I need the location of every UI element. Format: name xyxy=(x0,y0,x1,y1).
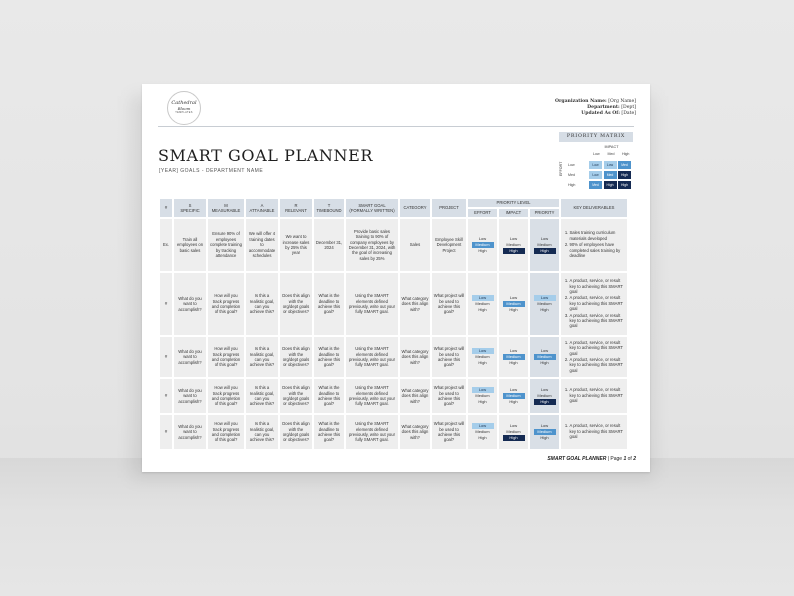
impact-col-label: Low xyxy=(593,152,600,156)
updated-value: [Date] xyxy=(621,111,636,116)
effort-row-label: Med xyxy=(568,173,575,177)
cell-priority xyxy=(530,219,559,271)
cell-specific: Train all employees on basic sales xyxy=(174,219,206,271)
level-option-medium: Medium xyxy=(534,429,556,435)
level-option-high: High xyxy=(478,359,487,365)
cell-attainable: We will offer 4 training dates to accommodate schedules xyxy=(246,219,278,271)
cell-impact xyxy=(499,379,528,413)
cell-priority xyxy=(530,415,559,449)
cell-relevant: Does this align with the org/dept goals or objectives? xyxy=(280,273,312,335)
cell-relevant: We want to increase sales by 25% this year xyxy=(280,219,312,271)
level-option-high: High xyxy=(540,359,549,365)
cell-project: What project will be used to achieve this goal? xyxy=(432,273,466,335)
cell-category: What category does this align with? xyxy=(400,379,430,413)
header-word: ATTAINABLE xyxy=(249,208,275,213)
cell-timebound: December 31, 2024 xyxy=(314,219,344,271)
header-word: (FORMALLY WRITTEN) xyxy=(349,208,395,213)
cell-key-deliverables xyxy=(561,379,627,413)
header-word: TIMEBOUND xyxy=(316,208,342,213)
footer-title: SMART GOAL PLANNER xyxy=(547,456,607,462)
org-name-label: Organization Name: xyxy=(554,99,607,104)
cell-smart-goal: Using the SMART elements defined previously, write out your fully SMART goal. xyxy=(346,337,398,377)
cell-priority xyxy=(530,273,559,335)
table-row xyxy=(160,273,627,335)
cell-effort xyxy=(468,219,497,271)
page-subtitle: [YEAR] GOALS - DEPARTMENT NAME xyxy=(159,168,264,174)
brand-logo xyxy=(167,91,201,125)
level-option-high: High xyxy=(478,247,487,253)
planner-sheet xyxy=(142,84,650,472)
header-attainable xyxy=(246,199,278,217)
level-option-low: Low xyxy=(509,236,518,242)
page-footer xyxy=(547,456,636,462)
header-word: MEASURABLE xyxy=(211,208,241,213)
level-option-low: Low xyxy=(509,423,518,429)
deliverables-list xyxy=(563,230,626,258)
level-option-medium: Medium xyxy=(503,301,525,307)
cell-specific: What do you want to accomplish? xyxy=(174,379,206,413)
level-option-high: High xyxy=(534,399,556,405)
header-divider xyxy=(158,126,634,127)
level-option-low: Low xyxy=(509,348,518,354)
matrix-row xyxy=(568,170,633,180)
header-category: CATEGORY xyxy=(400,199,430,217)
level-option-medium: Medium xyxy=(475,393,490,399)
list-item: 2. A product, service, or result key to achieving this SMART goal xyxy=(570,357,626,373)
cell-priority xyxy=(530,379,559,413)
cell-project: What project will be used to achieve this goal? xyxy=(432,337,466,377)
list-item: 2. A product, service, or result key to achieving this SMART goal xyxy=(570,295,626,311)
footer-of-label: of xyxy=(627,456,632,462)
cell-measurable: How will you track progress and completion of this goal? xyxy=(208,379,244,413)
header-timebound xyxy=(314,199,344,217)
dept-label: Department: xyxy=(587,105,620,110)
header-relevant xyxy=(280,199,312,217)
cell-measurable: How will you track progress and completion of this goal? xyxy=(208,273,244,335)
level-option-medium: Medium xyxy=(475,429,490,435)
header-letter: M xyxy=(224,202,228,208)
cell-attainable: Is this a realistic goal, can you achieve this? xyxy=(246,337,278,377)
cell-key-deliverables xyxy=(561,415,627,449)
cell-timebound: What is the deadline to achieve this goal? xyxy=(314,337,344,377)
matrix-cell: Med xyxy=(589,181,602,189)
cell-attainable: Is this a realistic goal, can you achieve this? xyxy=(246,379,278,413)
header-row xyxy=(160,199,627,207)
cell-category: What category does this align with? xyxy=(400,415,430,449)
header-smart-goal xyxy=(346,199,398,217)
level-option-medium: Medium xyxy=(503,393,525,399)
level-option-medium: Medium xyxy=(503,354,525,360)
level-option-medium: Medium xyxy=(475,301,490,307)
table-row xyxy=(160,415,627,449)
cell-smart-goal: Using the SMART elements defined previously, write out your fully SMART goal. xyxy=(346,415,398,449)
cell-key-deliverables xyxy=(561,219,627,271)
level-option-high: High xyxy=(478,398,487,404)
matrix-cell: High xyxy=(604,181,617,189)
header-effort: EFFORT xyxy=(468,209,497,217)
cell-priority xyxy=(530,337,559,377)
effort-row-label: Low xyxy=(568,163,575,167)
row-num: Ex. xyxy=(160,219,172,271)
cell-relevant: Does this align with the org/dept goals or objectives? xyxy=(280,415,312,449)
matrix-cell: Med xyxy=(604,171,617,179)
logo-line-2: Bloom xyxy=(177,106,191,111)
impact-columns xyxy=(589,152,633,156)
level-option-low: Low xyxy=(472,423,494,429)
cell-impact xyxy=(499,219,528,271)
level-option-low: Low xyxy=(540,348,549,354)
organization-info xyxy=(555,99,636,117)
row-num: # xyxy=(160,379,172,413)
cell-project: Employee Skill Development Project xyxy=(432,219,466,271)
level-option-medium: Medium xyxy=(537,393,552,399)
level-option-high: High xyxy=(503,435,525,441)
level-option-high: High xyxy=(478,434,487,440)
level-option-medium: Medium xyxy=(506,429,521,435)
cell-impact xyxy=(499,273,528,335)
footer-page-total: 2 xyxy=(633,456,636,462)
cell-impact xyxy=(499,415,528,449)
cell-attainable: Is this a realistic goal, can you achieve this? xyxy=(246,273,278,335)
level-option-low: Low xyxy=(540,236,549,242)
list-item: 1. A product, service, or result key to achieving this SMART goal xyxy=(570,278,626,294)
impact-col-label: High xyxy=(621,152,630,156)
header-specific xyxy=(174,199,206,217)
level-option-high: High xyxy=(540,306,549,312)
header-letter: T xyxy=(327,202,331,208)
cell-timebound: What is the deadline to achieve this goal? xyxy=(314,415,344,449)
deliverables-list xyxy=(563,387,626,403)
priority-matrix xyxy=(559,132,633,187)
header-measurable xyxy=(208,199,244,217)
page-title: SMART GOAL PLANNER xyxy=(158,146,374,165)
cell-smart-goal: Using the SMART elements defined previously, write out your fully SMART goal. xyxy=(346,379,398,413)
matrix-cell: Med xyxy=(618,161,631,169)
level-option-low: Low xyxy=(472,348,494,354)
footer-page-label: | Page xyxy=(607,456,623,462)
header-priority-level: PRIORITY LEVEL xyxy=(468,199,559,207)
level-option-high: High xyxy=(503,248,525,254)
level-option-low: Low xyxy=(509,387,518,393)
cell-timebound: What is the deadline to achieve this goal? xyxy=(314,273,344,335)
header-priority: PRIORITY xyxy=(530,209,559,217)
level-option-medium: Medium xyxy=(506,242,521,248)
list-item: 1. A product, service, or result key to achieving this SMART goal xyxy=(570,340,626,356)
header-project: PROJECT xyxy=(432,199,466,217)
header-key-deliverables: KEY DELIVERABLES xyxy=(561,199,627,217)
table-row xyxy=(160,337,627,377)
list-item: 2. 90% of employees have completed sales training by deadline xyxy=(570,242,626,258)
smart-goal-table xyxy=(158,197,629,451)
header-word: SPECIFIC xyxy=(180,208,200,213)
level-option-medium: Medium xyxy=(472,242,494,248)
cell-smart-goal: Using the SMART elements defined previously, write out your fully SMART goal. xyxy=(346,273,398,335)
cell-measurable: How will you track progress and completion of this goal? xyxy=(208,415,244,449)
floor-background xyxy=(0,458,794,596)
matrix-rows xyxy=(568,160,633,190)
list-item: 1. A product, service, or result key to achieving this SMART goal xyxy=(570,423,626,439)
cell-category: What category does this align with? xyxy=(400,273,430,335)
level-option-high: High xyxy=(534,248,556,254)
header-word: SMART GOAL xyxy=(358,202,386,208)
cell-effort xyxy=(468,273,497,335)
row-num: # xyxy=(160,337,172,377)
cell-measurable: How will you track progress and completion of this goal? xyxy=(208,337,244,377)
cell-project: What project will be used to achieve this goal? xyxy=(432,379,466,413)
table-row xyxy=(160,379,627,413)
footer-page-number: 1 xyxy=(623,456,627,462)
matrix-cell: High xyxy=(618,181,631,189)
row-num: # xyxy=(160,415,172,449)
cell-impact xyxy=(499,337,528,377)
header-letter: A xyxy=(260,202,264,208)
level-option-low: Low xyxy=(509,295,518,301)
cell-key-deliverables xyxy=(561,337,627,377)
list-item: 1. A product, service, or result key to achieving this SMART goal xyxy=(570,387,626,403)
header-word: RELEVANT xyxy=(285,208,307,213)
matrix-row xyxy=(568,180,633,190)
level-option-low: Low xyxy=(472,295,494,301)
logo-line-1: Cathedral xyxy=(171,100,197,106)
level-option-low: Low xyxy=(534,295,556,301)
priority-matrix-title: PRIORITY MATRIX xyxy=(559,132,633,142)
level-option-low: Low xyxy=(540,423,549,429)
cell-attainable: Is this a realistic goal, can you achieve this? xyxy=(246,415,278,449)
header-letter: S xyxy=(188,202,192,208)
level-option-medium: Medium xyxy=(537,242,552,248)
header-letter: R xyxy=(294,202,298,208)
level-option-low: Low xyxy=(472,387,494,393)
level-option-low: Low xyxy=(540,387,549,393)
deliverables-list xyxy=(563,340,626,373)
cell-effort xyxy=(468,379,497,413)
cell-project: What project will be used to achieve this goal? xyxy=(432,415,466,449)
level-option-high: High xyxy=(540,434,549,440)
matrix-row xyxy=(568,160,633,170)
matrix-cell: Low xyxy=(589,171,602,179)
level-option-high: High xyxy=(509,306,518,312)
matrix-cell: Low xyxy=(604,161,617,169)
cell-category: Sales xyxy=(400,219,430,271)
level-option-medium: Medium xyxy=(537,301,552,307)
level-option-low: Low xyxy=(478,236,487,242)
cell-specific: What do you want to accomplish? xyxy=(174,337,206,377)
impact-axis-label: IMPACT xyxy=(604,145,619,149)
deliverables-list xyxy=(563,423,626,439)
cell-smart-goal: Provide basic sales training to 90% of company employees by December 31, 2024, with the goal of increasing sales by 25% xyxy=(346,219,398,271)
cell-effort xyxy=(468,415,497,449)
list-item: 3. A product, service, or result key to achieving this SMART goal xyxy=(570,313,626,329)
effort-axis-label: EFFORT xyxy=(559,161,563,176)
list-item: 1. Sales training curriculum materials developed xyxy=(570,230,626,241)
impact-col-label: Med xyxy=(607,152,615,156)
level-option-high: High xyxy=(509,359,518,365)
header-num: # xyxy=(160,199,172,217)
deliverables-list xyxy=(563,278,626,329)
cell-relevant: Does this align with the org/dept goals or objectives? xyxy=(280,337,312,377)
logo-line-3: TEMPLATES xyxy=(175,111,193,114)
cell-specific: What do you want to accomplish? xyxy=(174,415,206,449)
cell-key-deliverables xyxy=(561,273,627,335)
updated-label: Updated As Of: xyxy=(581,111,620,116)
org-name-value: [Org Name] xyxy=(608,99,636,104)
table-body xyxy=(160,219,627,449)
cell-relevant: Does this align with the org/dept goals or objectives? xyxy=(280,379,312,413)
row-num: # xyxy=(160,273,172,335)
dept-value: [Dept] xyxy=(621,105,636,110)
matrix-cell: Low xyxy=(589,161,602,169)
cell-timebound: What is the deadline to achieve this goal? xyxy=(314,379,344,413)
level-option-high: High xyxy=(478,306,487,312)
example-row xyxy=(160,219,627,271)
cell-measurable: Ensure 90% of employees complete training by tracking attendance xyxy=(208,219,244,271)
header-impact: IMPACT xyxy=(499,209,528,217)
cell-effort xyxy=(468,337,497,377)
level-option-high: High xyxy=(509,398,518,404)
matrix-cell: High xyxy=(618,171,631,179)
cell-specific: What do you want to accomplish? xyxy=(174,273,206,335)
effort-row-label: High xyxy=(568,183,576,187)
level-option-medium: Medium xyxy=(475,354,490,360)
cell-category: What category does this align with? xyxy=(400,337,430,377)
level-option-medium: Medium xyxy=(534,354,556,360)
